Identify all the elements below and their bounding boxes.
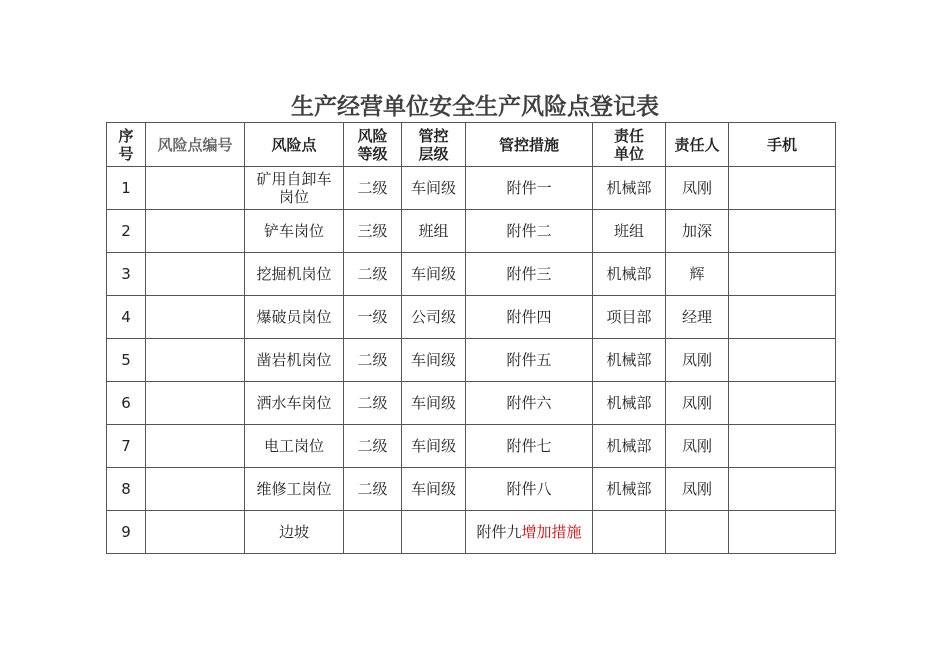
measure-text: 附件六 — [506, 394, 552, 412]
cell-person: 凤刚 — [666, 339, 729, 382]
cell-risk-point-line1: 挖掘机岗位 — [256, 265, 332, 283]
cell-risk-point-line1: 边坡 — [278, 523, 309, 541]
cell-risk-code — [146, 296, 245, 339]
cell-person: 经理 — [666, 296, 729, 339]
cell-measure — [466, 511, 593, 554]
cell-control-level: 车间级 — [402, 253, 466, 296]
cell-risk-code — [146, 210, 245, 253]
cell-risk-code — [146, 425, 245, 468]
cell-risk-level: 二级 — [344, 468, 402, 511]
header-risk-level — [344, 123, 402, 167]
table-row — [107, 468, 836, 511]
cell-person: 加深 — [666, 210, 729, 253]
header-seq-line1: 序 — [118, 126, 134, 145]
header-risk-level-line2: 等级 — [357, 144, 388, 163]
cell-seq: 4 — [107, 296, 146, 339]
cell-measure — [466, 425, 593, 468]
cell-phone — [729, 253, 836, 296]
cell-seq: 6 — [107, 382, 146, 425]
cell-person — [666, 511, 729, 554]
cell-person: 凤刚 — [666, 382, 729, 425]
cell-unit: 机械部 — [593, 468, 666, 511]
cell-risk-point-line1: 矿用自卸车 — [256, 170, 332, 188]
measure-text: 附件七 — [506, 437, 552, 455]
cell-phone — [729, 296, 836, 339]
header-risk-code: 风险点编号 — [146, 123, 245, 167]
table-row — [107, 167, 836, 210]
cell-risk-point — [245, 296, 344, 339]
cell-unit: 机械部 — [593, 253, 666, 296]
cell-seq: 9 — [107, 511, 146, 554]
cell-risk-code — [146, 167, 245, 210]
cell-control-level — [402, 511, 466, 554]
cell-person: 凤刚 — [666, 425, 729, 468]
cell-phone — [729, 511, 836, 554]
cell-measure — [466, 296, 593, 339]
cell-risk-point — [245, 210, 344, 253]
header-resp-unit-line1: 责任 — [613, 126, 644, 145]
cell-risk-code — [146, 382, 245, 425]
cell-risk-level: 二级 — [344, 167, 402, 210]
cell-risk-level: 三级 — [344, 210, 402, 253]
cell-seq: 8 — [107, 468, 146, 511]
cell-seq: 1 — [107, 167, 146, 210]
cell-control-level: 车间级 — [402, 425, 466, 468]
cell-control-level: 车间级 — [402, 468, 466, 511]
measure-text: 附件二 — [506, 222, 552, 240]
cell-unit: 机械部 — [593, 425, 666, 468]
cell-risk-point — [245, 425, 344, 468]
cell-seq: 7 — [107, 425, 146, 468]
header-seq-line2: 号 — [118, 144, 134, 163]
measure-text: 附件四 — [506, 308, 552, 326]
table-row — [107, 253, 836, 296]
cell-measure — [466, 210, 593, 253]
cell-measure — [466, 468, 593, 511]
cell-risk-point — [245, 339, 344, 382]
cell-unit: 班组 — [593, 210, 666, 253]
table-row — [107, 382, 836, 425]
cell-risk-code — [146, 339, 245, 382]
header-control-level-line2: 层级 — [418, 144, 449, 163]
cell-control-level: 车间级 — [402, 167, 466, 210]
cell-measure — [466, 339, 593, 382]
cell-person: 凤刚 — [666, 468, 729, 511]
header-phone: 手机 — [729, 123, 836, 167]
cell-seq: 2 — [107, 210, 146, 253]
cell-phone — [729, 382, 836, 425]
cell-risk-point-line1: 电工岗位 — [263, 437, 324, 455]
cell-unit: 机械部 — [593, 167, 666, 210]
cell-phone — [729, 210, 836, 253]
measure-text: 附件五 — [506, 351, 552, 369]
header-risk-level-line1: 风险 — [357, 126, 388, 145]
cell-risk-point-line1: 洒水车岗位 — [256, 394, 332, 412]
cell-risk-point-line1: 凿岩机岗位 — [256, 351, 332, 369]
cell-phone — [729, 425, 836, 468]
measure-extra-text: 增加措施 — [521, 523, 582, 541]
header-control-level — [402, 123, 466, 167]
header-resp-unit — [593, 123, 666, 167]
cell-person: 辉 — [666, 253, 729, 296]
cell-seq: 3 — [107, 253, 146, 296]
cell-unit — [593, 511, 666, 554]
measure-text: 附件九 — [476, 523, 522, 541]
cell-risk-code — [146, 511, 245, 554]
cell-risk-level: 二级 — [344, 425, 402, 468]
header-seq — [107, 123, 146, 167]
cell-risk-point — [245, 253, 344, 296]
cell-unit: 机械部 — [593, 339, 666, 382]
table-row — [107, 339, 836, 382]
cell-risk-level — [344, 511, 402, 554]
cell-risk-level: 一级 — [344, 296, 402, 339]
cell-risk-level: 二级 — [344, 253, 402, 296]
header-risk-point: 风险点 — [245, 123, 344, 167]
header-resp-unit-line2: 单位 — [613, 144, 644, 163]
page-title: 生产经营单位安全生产风险点登记表 — [291, 94, 659, 120]
measure-text: 附件三 — [506, 265, 552, 283]
cell-phone — [729, 339, 836, 382]
cell-risk-point-line1: 爆破员岗位 — [256, 308, 332, 326]
cell-measure — [466, 382, 593, 425]
cell-risk-point-line2: 岗位 — [278, 188, 309, 206]
header-resp-person: 责任人 — [666, 123, 729, 167]
cell-measure — [466, 167, 593, 210]
cell-phone — [729, 167, 836, 210]
measure-text: 附件八 — [506, 480, 552, 498]
cell-risk-level: 二级 — [344, 339, 402, 382]
risk-register-table — [106, 122, 836, 554]
header-row — [107, 123, 836, 167]
table-row — [107, 425, 836, 468]
cell-person: 凤刚 — [666, 167, 729, 210]
cell-control-level: 班组 — [402, 210, 466, 253]
cell-seq: 5 — [107, 339, 146, 382]
cell-risk-point — [245, 167, 344, 210]
table-row — [107, 296, 836, 339]
table-row — [107, 210, 836, 253]
header-control-measures: 管控措施 — [466, 123, 593, 167]
cell-measure — [466, 253, 593, 296]
measure-text: 附件一 — [506, 179, 552, 197]
cell-control-level: 公司级 — [402, 296, 466, 339]
cell-risk-point — [245, 511, 344, 554]
cell-risk-point — [245, 382, 344, 425]
cell-unit: 项目部 — [593, 296, 666, 339]
table-row — [107, 511, 836, 554]
cell-risk-point-line1: 维修工岗位 — [256, 480, 332, 498]
cell-phone — [729, 468, 836, 511]
cell-risk-code — [146, 468, 245, 511]
cell-risk-level: 二级 — [344, 382, 402, 425]
cell-control-level: 车间级 — [402, 339, 466, 382]
cell-unit: 机械部 — [593, 382, 666, 425]
cell-risk-code — [146, 253, 245, 296]
header-control-level-line1: 管控 — [418, 126, 449, 145]
cell-risk-point — [245, 468, 344, 511]
cell-control-level: 车间级 — [402, 382, 466, 425]
cell-risk-point-line1: 铲车岗位 — [263, 222, 324, 240]
